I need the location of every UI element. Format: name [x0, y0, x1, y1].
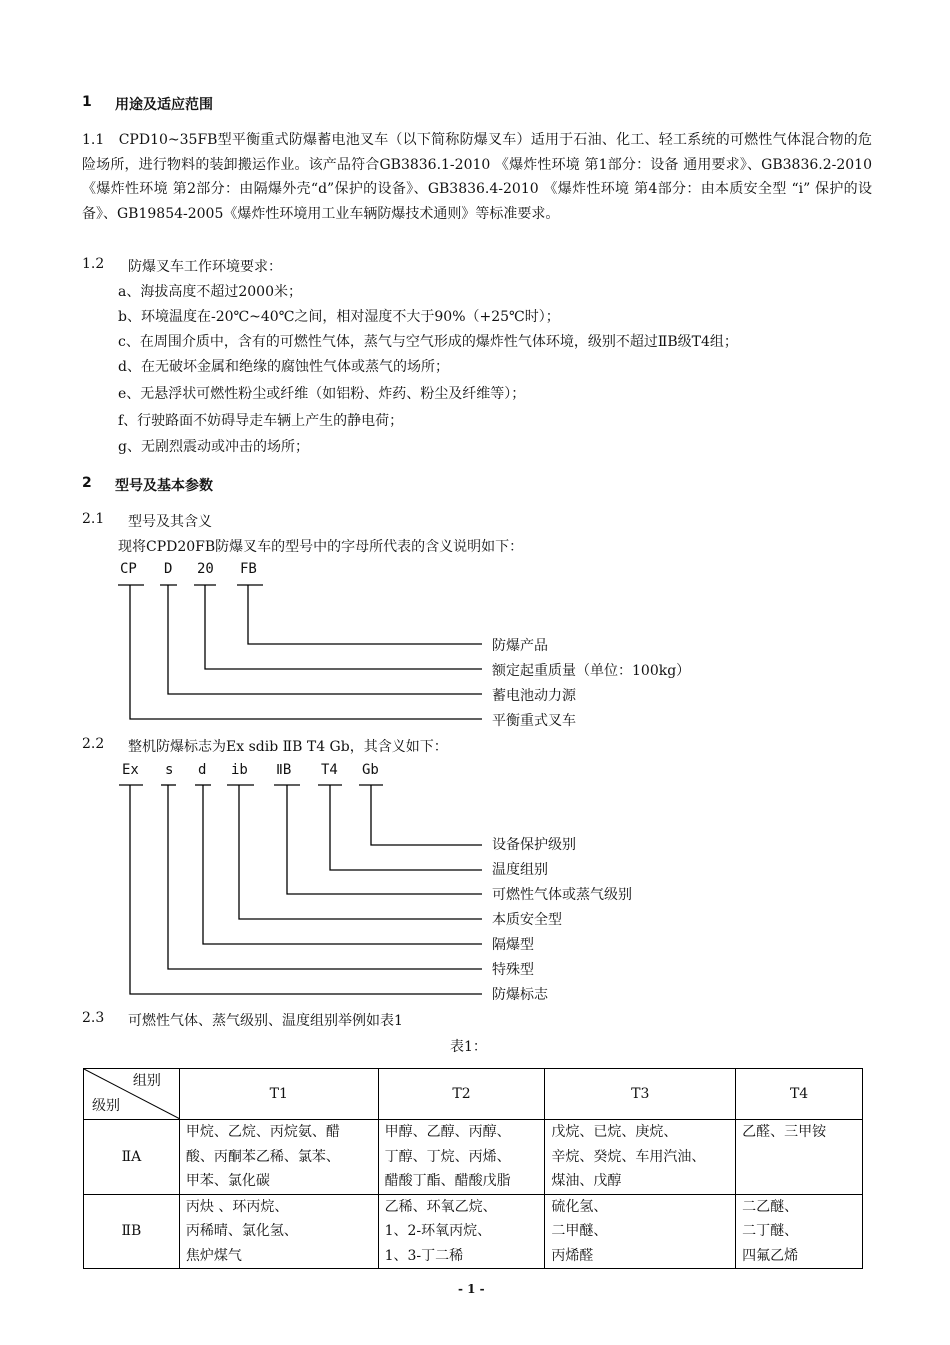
section2-3-number: 2.3 — [82, 1010, 105, 1026]
env-item-c: c、在周围介质中，含有的可燃性气体，蒸气与空气形成的爆炸性气体环境，级别不超过ⅡB级T4组； — [118, 334, 738, 350]
env-item-a: a、海拔高度不超过2000米； — [118, 284, 302, 300]
section1-title: 用途及适应范围 — [115, 97, 213, 113]
table-cell — [736, 1120, 863, 1195]
cell-line: 丙烯醛 — [551, 1247, 594, 1264]
section2-1-number: 2.1 — [82, 511, 105, 527]
cell-line: 辛烷、癸烷、车用汽油、 — [551, 1148, 706, 1165]
table-cell — [545, 1194, 736, 1269]
mark-code-s: s — [165, 762, 174, 778]
env-item-e: e、无悬浮状可燃性粉尘或纤维（如铝粉、炸药、粉尘及纤维等）； — [118, 386, 526, 402]
mark-meaning-intrinsic: 本质安全型 — [492, 912, 562, 928]
table-caption: 表1： — [450, 1039, 487, 1055]
mark-meaning-temperature: 温度组别 — [492, 862, 548, 878]
section1-2-number: 1.2 — [82, 256, 105, 272]
mark-code-t4: T4 — [321, 762, 338, 778]
corner-label-group: 组别 — [132, 1073, 161, 1089]
section1-1-paragraph: 1.1 CPD10~35FB型平衡重式防爆蓄电池叉车（以下简称防爆叉车）适用于石油、化工、轻工系统的可燃性气体混合物的危险场所，进行物料的装卸搬运作业。该产品符合GB3836.1-2010 《爆炸性环境 第1部分：设备 通用要求》、GB3836.2-2010 《爆炸性环境 第2部分：由隔爆外壳“d”保护的设备》、GB3836.4-2010 《爆炸性环境 第4部分：由本质安全型 “i” 保护的设备》、GB19854-2005《爆炸性环境用工业车辆防爆技术通则》等标准要求。 — [82, 132, 872, 222]
gas-group-table — [83, 1068, 863, 1269]
section2-1-intro: 现将CPD20FB防爆叉车的型号中的字母所代表的含义说明如下： — [118, 539, 524, 555]
table-cell — [736, 1194, 863, 1269]
cell-line: 乙醛、三甲铵 — [742, 1124, 827, 1140]
cell-line: 硫化氢、 — [551, 1198, 608, 1215]
section2-3-text: 可燃性气体、蒸气级别、温度组别举例如表1 — [128, 1013, 403, 1029]
page-number: - 1 - — [458, 1282, 485, 1296]
cell-line: 戊烷、已烷、庚烷、 — [551, 1124, 678, 1140]
model-code-cp: CP — [120, 561, 137, 577]
env-item-d: d、在无破坏金属和绝缘的腐蚀性气体或蒸气的场所； — [118, 359, 449, 375]
cell-line: 醋酸丁酯、醋酸戊脂 — [384, 1173, 511, 1189]
cell-line: 乙稀、环氧乙烷、 — [384, 1198, 497, 1215]
table-cell — [545, 1120, 736, 1195]
mark-meaning-special: 特殊型 — [492, 962, 534, 978]
section2-2-text: 整机防爆标志为Ex sdib ⅡB T4 Gb，其含义如下： — [128, 739, 448, 755]
env-item-g: g、无剧烈震动或冲击的场所； — [118, 439, 309, 455]
section2-number: 2 — [82, 475, 92, 491]
section1-2-title: 防爆叉车工作环境要求： — [128, 259, 282, 275]
env-item-f: f、行驶路面不妨碍导走车辆上产生的静电荷； — [118, 413, 404, 429]
section2-2-number: 2.2 — [82, 736, 105, 752]
model-meaning-explosion-proof: 防爆产品 — [492, 638, 548, 654]
cell-line: 丁醇、丁烷、丙烯、 — [384, 1148, 511, 1165]
mark-code-gb: Gb — [362, 762, 379, 778]
table-cell — [179, 1194, 378, 1269]
table-cell — [378, 1194, 545, 1269]
mark-code-ib: ib — [231, 762, 248, 778]
mark-meaning-flameproof: 隔爆型 — [492, 937, 534, 953]
model-code-20: 20 — [197, 561, 214, 577]
section2-1-title: 型号及其含义 — [128, 514, 212, 530]
cell-line: 1、2-环氧丙烷、 — [384, 1223, 492, 1239]
cell-line: 焦炉煤气 — [185, 1247, 242, 1264]
env-item-b: b、环境温度在-20℃~40℃之间，相对湿度不大于90%（+25℃时）； — [118, 309, 560, 325]
cell-line: 二乙醚、 — [742, 1198, 799, 1215]
cell-line: 甲烷、乙烷、丙烷氨、醋 — [185, 1124, 340, 1140]
section1-number: 1 — [82, 94, 92, 110]
cell-line: 酸、丙酮苯乙稀、氯苯、 — [185, 1148, 340, 1165]
table-level-cell: ⅡB — [84, 1194, 180, 1269]
table-header-t3: T3 — [545, 1069, 736, 1120]
table-header-t2: T2 — [378, 1069, 545, 1120]
cell-line: 1、3-丁二稀 — [384, 1247, 464, 1264]
model-meaning-counterbalance: 平衡重式叉车 — [492, 713, 576, 729]
table-header-row — [84, 1069, 863, 1120]
mark-meaning-ex-mark: 防爆标志 — [492, 987, 548, 1003]
mark-meaning-gas-group: 可燃性气体或蒸气级别 — [492, 887, 632, 903]
model-code-d: D — [164, 561, 173, 577]
model-code-fb: FB — [240, 561, 257, 577]
table-row — [84, 1120, 863, 1195]
cell-line: 二甲醚、 — [551, 1223, 608, 1239]
model-meaning-capacity: 额定起重质量（单位：100kg） — [492, 663, 691, 679]
cell-line: 二丁醚、 — [742, 1223, 799, 1239]
mark-code-iib: ⅡB — [276, 762, 292, 778]
table-level-cell: ⅡA — [84, 1120, 180, 1195]
table-cell — [179, 1120, 378, 1195]
cell-line: 煤油、戊醇 — [551, 1173, 622, 1189]
cell-line: 丙炔 、环丙烷、 — [185, 1198, 289, 1215]
corner-label-level: 级别 — [92, 1098, 120, 1114]
cell-line: 四氟乙烯 — [742, 1247, 799, 1264]
mark-code-d: d — [198, 762, 207, 778]
mark-meaning-epl: 设备保护级别 — [492, 837, 576, 853]
table-header-t4: T4 — [736, 1069, 863, 1120]
section2-title: 型号及基本参数 — [115, 478, 213, 494]
cell-line: 甲醇、乙醇、丙醇、 — [384, 1124, 511, 1140]
table-row — [84, 1194, 863, 1269]
cell-line: 甲苯、氯化碳 — [185, 1173, 270, 1189]
cell-line: 丙稀晴、氯化氢、 — [185, 1223, 298, 1239]
model-meaning-battery: 蓄电池动力源 — [492, 688, 576, 704]
mark-code-ex: Ex — [122, 762, 139, 778]
table-corner-cell — [84, 1069, 180, 1120]
table-cell — [378, 1120, 545, 1195]
table-header-t1: T1 — [179, 1069, 378, 1120]
